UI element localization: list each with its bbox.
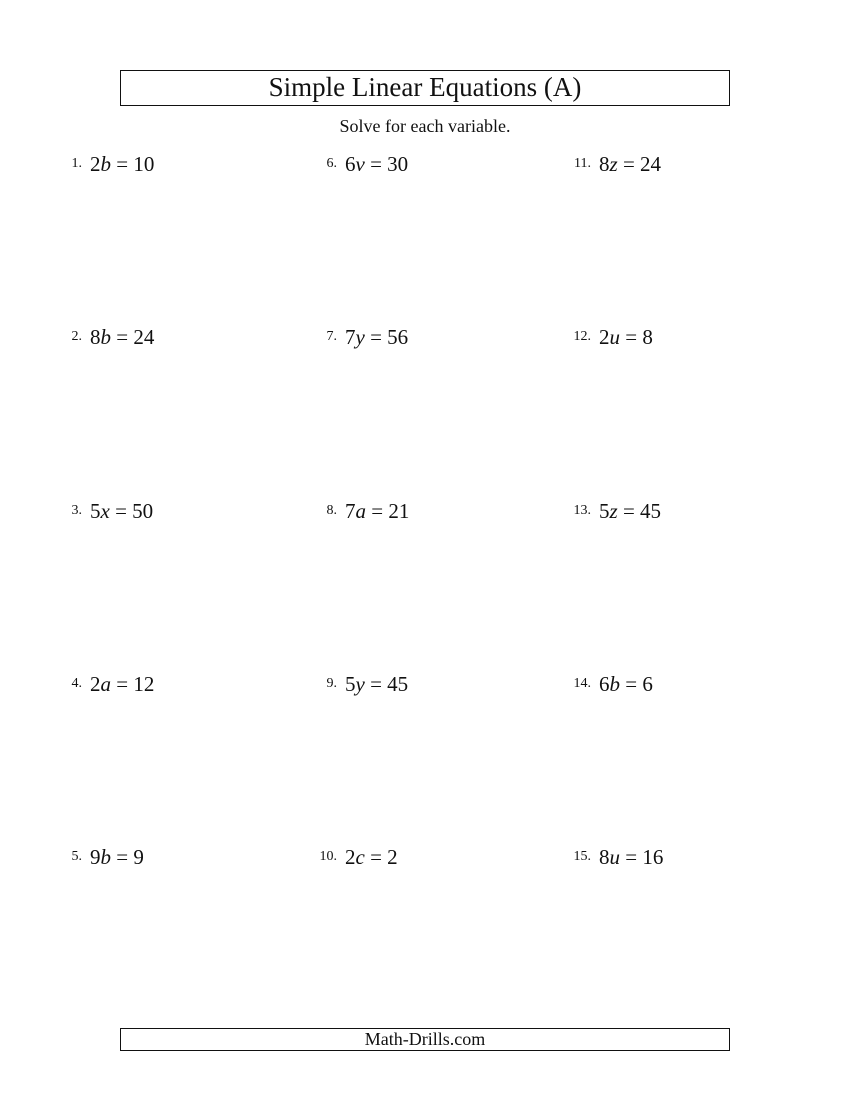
equation: 8z = 24 bbox=[599, 152, 662, 176]
equation: 2c = 2 bbox=[345, 845, 398, 869]
title-box bbox=[120, 70, 730, 106]
equation: 6b = 6 bbox=[599, 672, 653, 696]
instructions: Solve for each variable. bbox=[339, 116, 511, 136]
equation: 5z = 45 bbox=[599, 499, 662, 523]
problem-1 bbox=[71, 151, 155, 177]
problem-3 bbox=[71, 498, 154, 524]
equation: 2a = 12 bbox=[90, 672, 155, 696]
problem-number: 5. bbox=[71, 849, 82, 864]
problem-number: 10. bbox=[319, 849, 337, 864]
equation: 2u = 8 bbox=[599, 325, 653, 349]
equation: 8u = 16 bbox=[599, 845, 664, 869]
equation: 6v = 30 bbox=[345, 152, 409, 176]
equation: 8b = 24 bbox=[90, 325, 155, 349]
equation: 2b = 10 bbox=[90, 152, 155, 176]
problem-13 bbox=[573, 498, 662, 524]
problem-number: 3. bbox=[71, 503, 82, 518]
problem-6 bbox=[326, 151, 409, 177]
problem-number: 4. bbox=[71, 676, 82, 691]
equation: 5y = 45 bbox=[345, 672, 409, 696]
problem-8 bbox=[326, 498, 410, 524]
problem-number: 14. bbox=[573, 676, 591, 691]
problem-number: 12. bbox=[573, 329, 591, 344]
problem-9 bbox=[326, 671, 409, 697]
problem-7 bbox=[326, 324, 409, 350]
equation: 7a = 21 bbox=[345, 499, 410, 523]
equation: 5x = 50 bbox=[90, 499, 154, 523]
equation: 9b = 9 bbox=[90, 845, 144, 869]
problem-number: 9. bbox=[326, 676, 337, 691]
equation: 7y = 56 bbox=[345, 325, 409, 349]
problem-number: 8. bbox=[326, 503, 337, 518]
problem-number: 15. bbox=[573, 849, 591, 864]
problem-number: 11. bbox=[574, 156, 591, 171]
problem-10 bbox=[319, 844, 398, 870]
problem-number: 2. bbox=[71, 329, 82, 344]
problem-12 bbox=[573, 324, 653, 350]
problem-number: 13. bbox=[573, 503, 591, 518]
footer-text: Math-Drills.com bbox=[364, 1029, 486, 1049]
problem-15 bbox=[573, 844, 664, 870]
problem-4 bbox=[71, 671, 155, 697]
problem-number: 1. bbox=[71, 156, 82, 171]
problem-5 bbox=[71, 844, 144, 870]
page-title: Simple Linear Equations (A) bbox=[268, 72, 582, 102]
problem-14 bbox=[573, 671, 653, 697]
problem-number: 6. bbox=[326, 156, 337, 171]
problem-11 bbox=[574, 151, 662, 177]
problem-2 bbox=[71, 324, 155, 350]
footer-box bbox=[120, 1028, 730, 1051]
problem-number: 7. bbox=[326, 329, 337, 344]
